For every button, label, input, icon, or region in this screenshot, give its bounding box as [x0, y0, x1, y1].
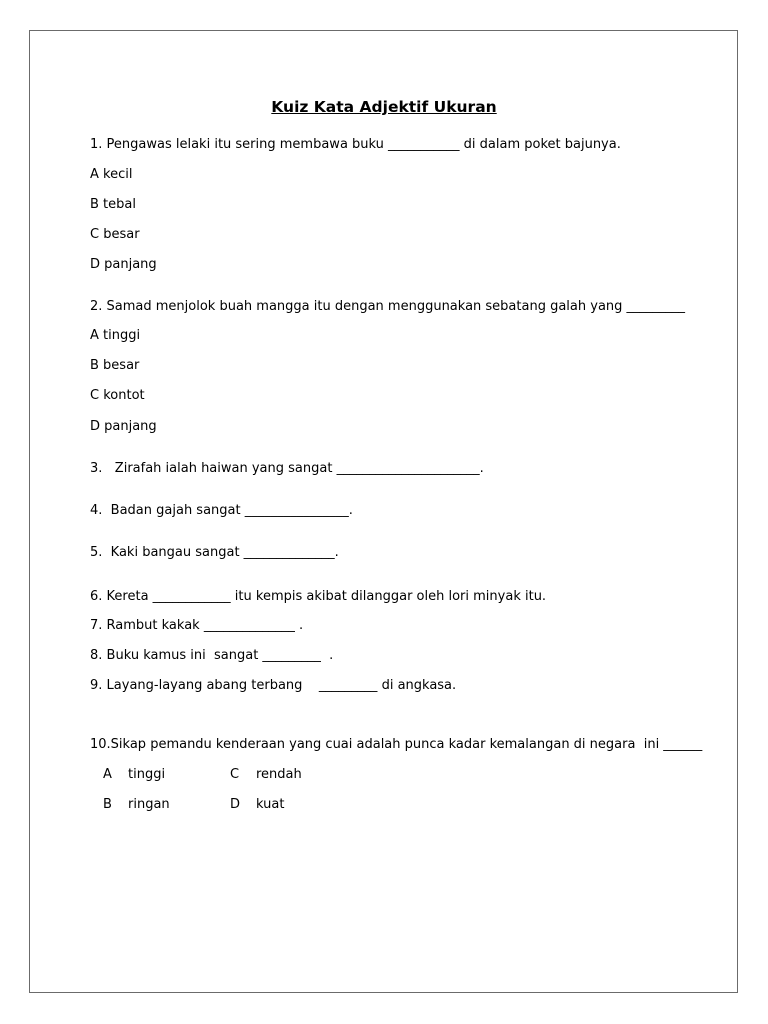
quiz-title: Kuiz Kata Adjektif Ukuran [271, 98, 497, 116]
q2-option-a: A tinggi [90, 328, 141, 343]
question-9: 9. Layang-layang abang terbang _________ di angkasa. [90, 678, 457, 693]
question-4: 4. Badan gajah sangat ________________. [90, 503, 353, 518]
q1-option-d: D panjang [90, 257, 157, 272]
q10-option-a-letter: A [103, 767, 112, 782]
question-7: 7. Rambut kakak ______________ . [90, 618, 304, 633]
q1-option-c: C besar [90, 227, 140, 242]
question-2: 2. Samad menjolok buah mangga itu dengan menggunakan sebatang galah yang _________ [90, 299, 686, 314]
question-6: 6. Kereta ____________ itu kempis akibat dilanggar oleh lori minyak itu. [90, 589, 547, 604]
question-3: 3. Zirafah ialah haiwan yang sangat ______________________. [90, 461, 484, 476]
q10-option-b-letter: B [103, 797, 112, 812]
question-8: 8. Buku kamus ini sangat _________ . [90, 648, 334, 663]
question-10: 10.Sikap pemandu kenderaan yang cuai adalah punca kadar kemalangan di negara ini ______ [90, 737, 703, 752]
q1-option-b: B tebal [90, 197, 136, 212]
q2-option-b: B besar [90, 358, 140, 373]
q10-option-a-text: tinggi [128, 767, 166, 782]
q10-option-c-letter: C [230, 767, 240, 782]
question-1: 1. Pengawas lelaki itu sering membawa buku ___________ di dalam poket bajunya. [90, 137, 621, 152]
q10-option-d-letter: D [230, 797, 241, 812]
question-5: 5. Kaki bangau sangat ______________. [90, 545, 339, 560]
q10-option-c-text: rendah [256, 767, 302, 782]
q1-option-a: A kecil [90, 167, 133, 182]
q10-option-b-text: ringan [128, 797, 170, 812]
q2-option-c: C kontot [90, 388, 145, 403]
q2-option-d: D panjang [90, 419, 157, 434]
q10-option-d-text: kuat [256, 797, 285, 812]
